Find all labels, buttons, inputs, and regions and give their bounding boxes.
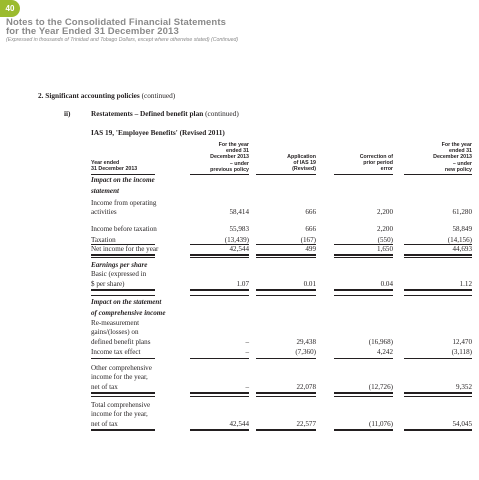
double-rule: [404, 289, 472, 291]
row-label: Income before taxation: [91, 225, 157, 233]
table-rule: [91, 295, 155, 296]
table-rule: [334, 295, 393, 296]
table-rule: [404, 174, 472, 175]
double-rule: [334, 429, 393, 431]
cell-value: 2,200: [377, 225, 393, 233]
table-rule: [256, 358, 316, 359]
cell-value: (3,118): [451, 348, 472, 356]
column-header-ias19: Application of IAS 19 (Revised): [287, 154, 316, 173]
row-label: net of tax: [91, 420, 118, 428]
column-header-previous-policy: For the year ended 31 December 2013 – under previous policy: [210, 142, 249, 173]
table-rule: [190, 174, 249, 175]
header-subtitle: for the Year Ended 31 December 2013: [6, 26, 179, 37]
table-rule: [91, 358, 155, 359]
cell-value: 12,470: [452, 338, 472, 346]
section-title-suffix: (continued): [141, 91, 176, 100]
double-rule: [190, 392, 249, 394]
cell-value: 0.04: [380, 280, 393, 288]
cell-value: 54,045: [452, 420, 472, 428]
table-rule: [91, 244, 155, 245]
row-label: gains/(losses) on: [91, 328, 139, 336]
table-rule: [256, 257, 316, 258]
cell-value: 4,242: [377, 348, 393, 356]
cell-value: 58,849: [452, 225, 472, 233]
subsection-title: [91, 109, 239, 118]
table-rule: [190, 396, 249, 397]
table-rule: [190, 358, 249, 359]
row-label: Basic (expressed in: [91, 270, 147, 278]
cell-value: (7,360): [295, 348, 316, 356]
cell-value: 499: [305, 245, 316, 253]
row-label: Impact on the income: [91, 176, 155, 184]
column-header-label: Year ended 31 December 2013: [91, 160, 138, 173]
row-label: Re-measurement: [91, 319, 140, 327]
cell-value: (12,726): [368, 383, 393, 391]
header-note: (Expressed in thousands of Trinidad and Tobago Dollars, except where otherwise stated) (Continued): [6, 37, 239, 43]
table-rule: [334, 257, 393, 258]
subsection-title-suffix: (continued): [205, 109, 239, 118]
table-rule: [404, 358, 472, 359]
double-rule: [190, 429, 249, 431]
row-label: of comprehensive income: [91, 309, 166, 317]
double-rule: [334, 289, 393, 291]
table-rule: [404, 396, 472, 397]
row-label: income for the year,: [91, 373, 148, 381]
cell-value: 61,280: [452, 208, 472, 216]
cell-value: (167): [300, 236, 316, 244]
cell-value: 44,693: [452, 245, 472, 253]
row-label: Taxation: [91, 236, 116, 244]
double-rule: [91, 289, 155, 291]
cell-value: 22,078: [296, 383, 316, 391]
table-rule: [190, 295, 249, 296]
table-rule: [334, 396, 393, 397]
double-rule: [404, 392, 472, 394]
double-rule: [91, 392, 155, 394]
cell-value: (550): [377, 236, 393, 244]
double-rule: [256, 392, 316, 394]
row-label: income for the year,: [91, 410, 148, 418]
cell-value: –: [245, 383, 249, 391]
table-rule: [256, 295, 316, 296]
double-rule: [256, 254, 316, 256]
row-label: Impact on the statement: [91, 298, 162, 306]
cell-value: 666: [305, 225, 316, 233]
row-label: defined benefit plans: [91, 338, 151, 346]
row-label: statement: [91, 187, 119, 195]
cell-value: –: [245, 348, 249, 356]
row-label: Income tax effect: [91, 348, 141, 356]
double-rule: [256, 289, 316, 291]
table-rule: [256, 174, 316, 175]
cell-value: 58,414: [229, 208, 249, 216]
cell-value: 42,544: [229, 420, 249, 428]
section-title: [38, 91, 175, 100]
header-title: Notes to the Consolidated Financial Statements: [6, 17, 226, 28]
table-rule: [334, 358, 393, 359]
column-header-correction: Correction of prior period error: [359, 154, 393, 173]
cell-value: 42,544: [229, 245, 249, 253]
table-rule: [334, 174, 393, 175]
row-label: Total comprehensive: [91, 401, 151, 409]
double-rule: [91, 254, 155, 256]
table-rule: [334, 244, 393, 245]
cell-value: –: [245, 338, 249, 346]
cell-value: 1.12: [459, 280, 472, 288]
double-rule: [404, 429, 472, 431]
cell-value: (13,439): [224, 236, 249, 244]
column-header-new-policy: For the year ended 31 December 2013 – under new policy: [433, 142, 472, 173]
double-rule: [190, 254, 249, 256]
table-rule: [91, 174, 155, 175]
cell-value: 1,650: [377, 245, 393, 253]
cell-value: 55,983: [229, 225, 249, 233]
row-label: Net income for the year: [91, 245, 159, 253]
double-rule: [334, 392, 393, 394]
table-rule: [190, 257, 249, 258]
cell-value: (14,156): [447, 236, 472, 244]
cell-value: 666: [305, 208, 316, 216]
table-title: IAS 19, 'Employee Benefits' (Revised 2011): [91, 128, 225, 137]
cell-value: 22,577: [296, 420, 316, 428]
table-rule: [256, 244, 316, 245]
cell-value: 29,438: [296, 338, 316, 346]
page-number: 40: [0, 0, 20, 17]
double-rule: [404, 254, 472, 256]
double-rule: [91, 429, 155, 431]
row-label: Income from operating: [91, 199, 157, 207]
row-label: Earnings per share: [91, 261, 148, 269]
cell-value: 1.07: [236, 280, 249, 288]
cell-value: 2,200: [377, 208, 393, 216]
row-label: net of tax: [91, 383, 118, 391]
row-label: activities: [91, 208, 117, 216]
table-rule: [91, 396, 155, 397]
cell-value: 0.01: [303, 280, 316, 288]
table-rule: [404, 244, 472, 245]
table-rule: [256, 396, 316, 397]
cell-value: 9,352: [456, 383, 472, 391]
double-rule: [334, 254, 393, 256]
row-label: Other comprehensive: [91, 364, 152, 372]
subsection-number: ii): [64, 109, 71, 118]
table-rule: [404, 295, 472, 296]
double-rule: [256, 429, 316, 431]
cell-value: (11,076): [369, 420, 393, 428]
section-title-text: 2. Significant accounting policies: [38, 91, 140, 100]
row-label: $ per share): [91, 280, 125, 288]
subsection-title-text: Restatements – Defined benefit plan: [91, 109, 204, 118]
double-rule: [190, 289, 249, 291]
table-rule: [190, 244, 249, 245]
cell-value: (16,968): [368, 338, 393, 346]
table-rule: [91, 257, 155, 258]
table-rule: [404, 257, 472, 258]
